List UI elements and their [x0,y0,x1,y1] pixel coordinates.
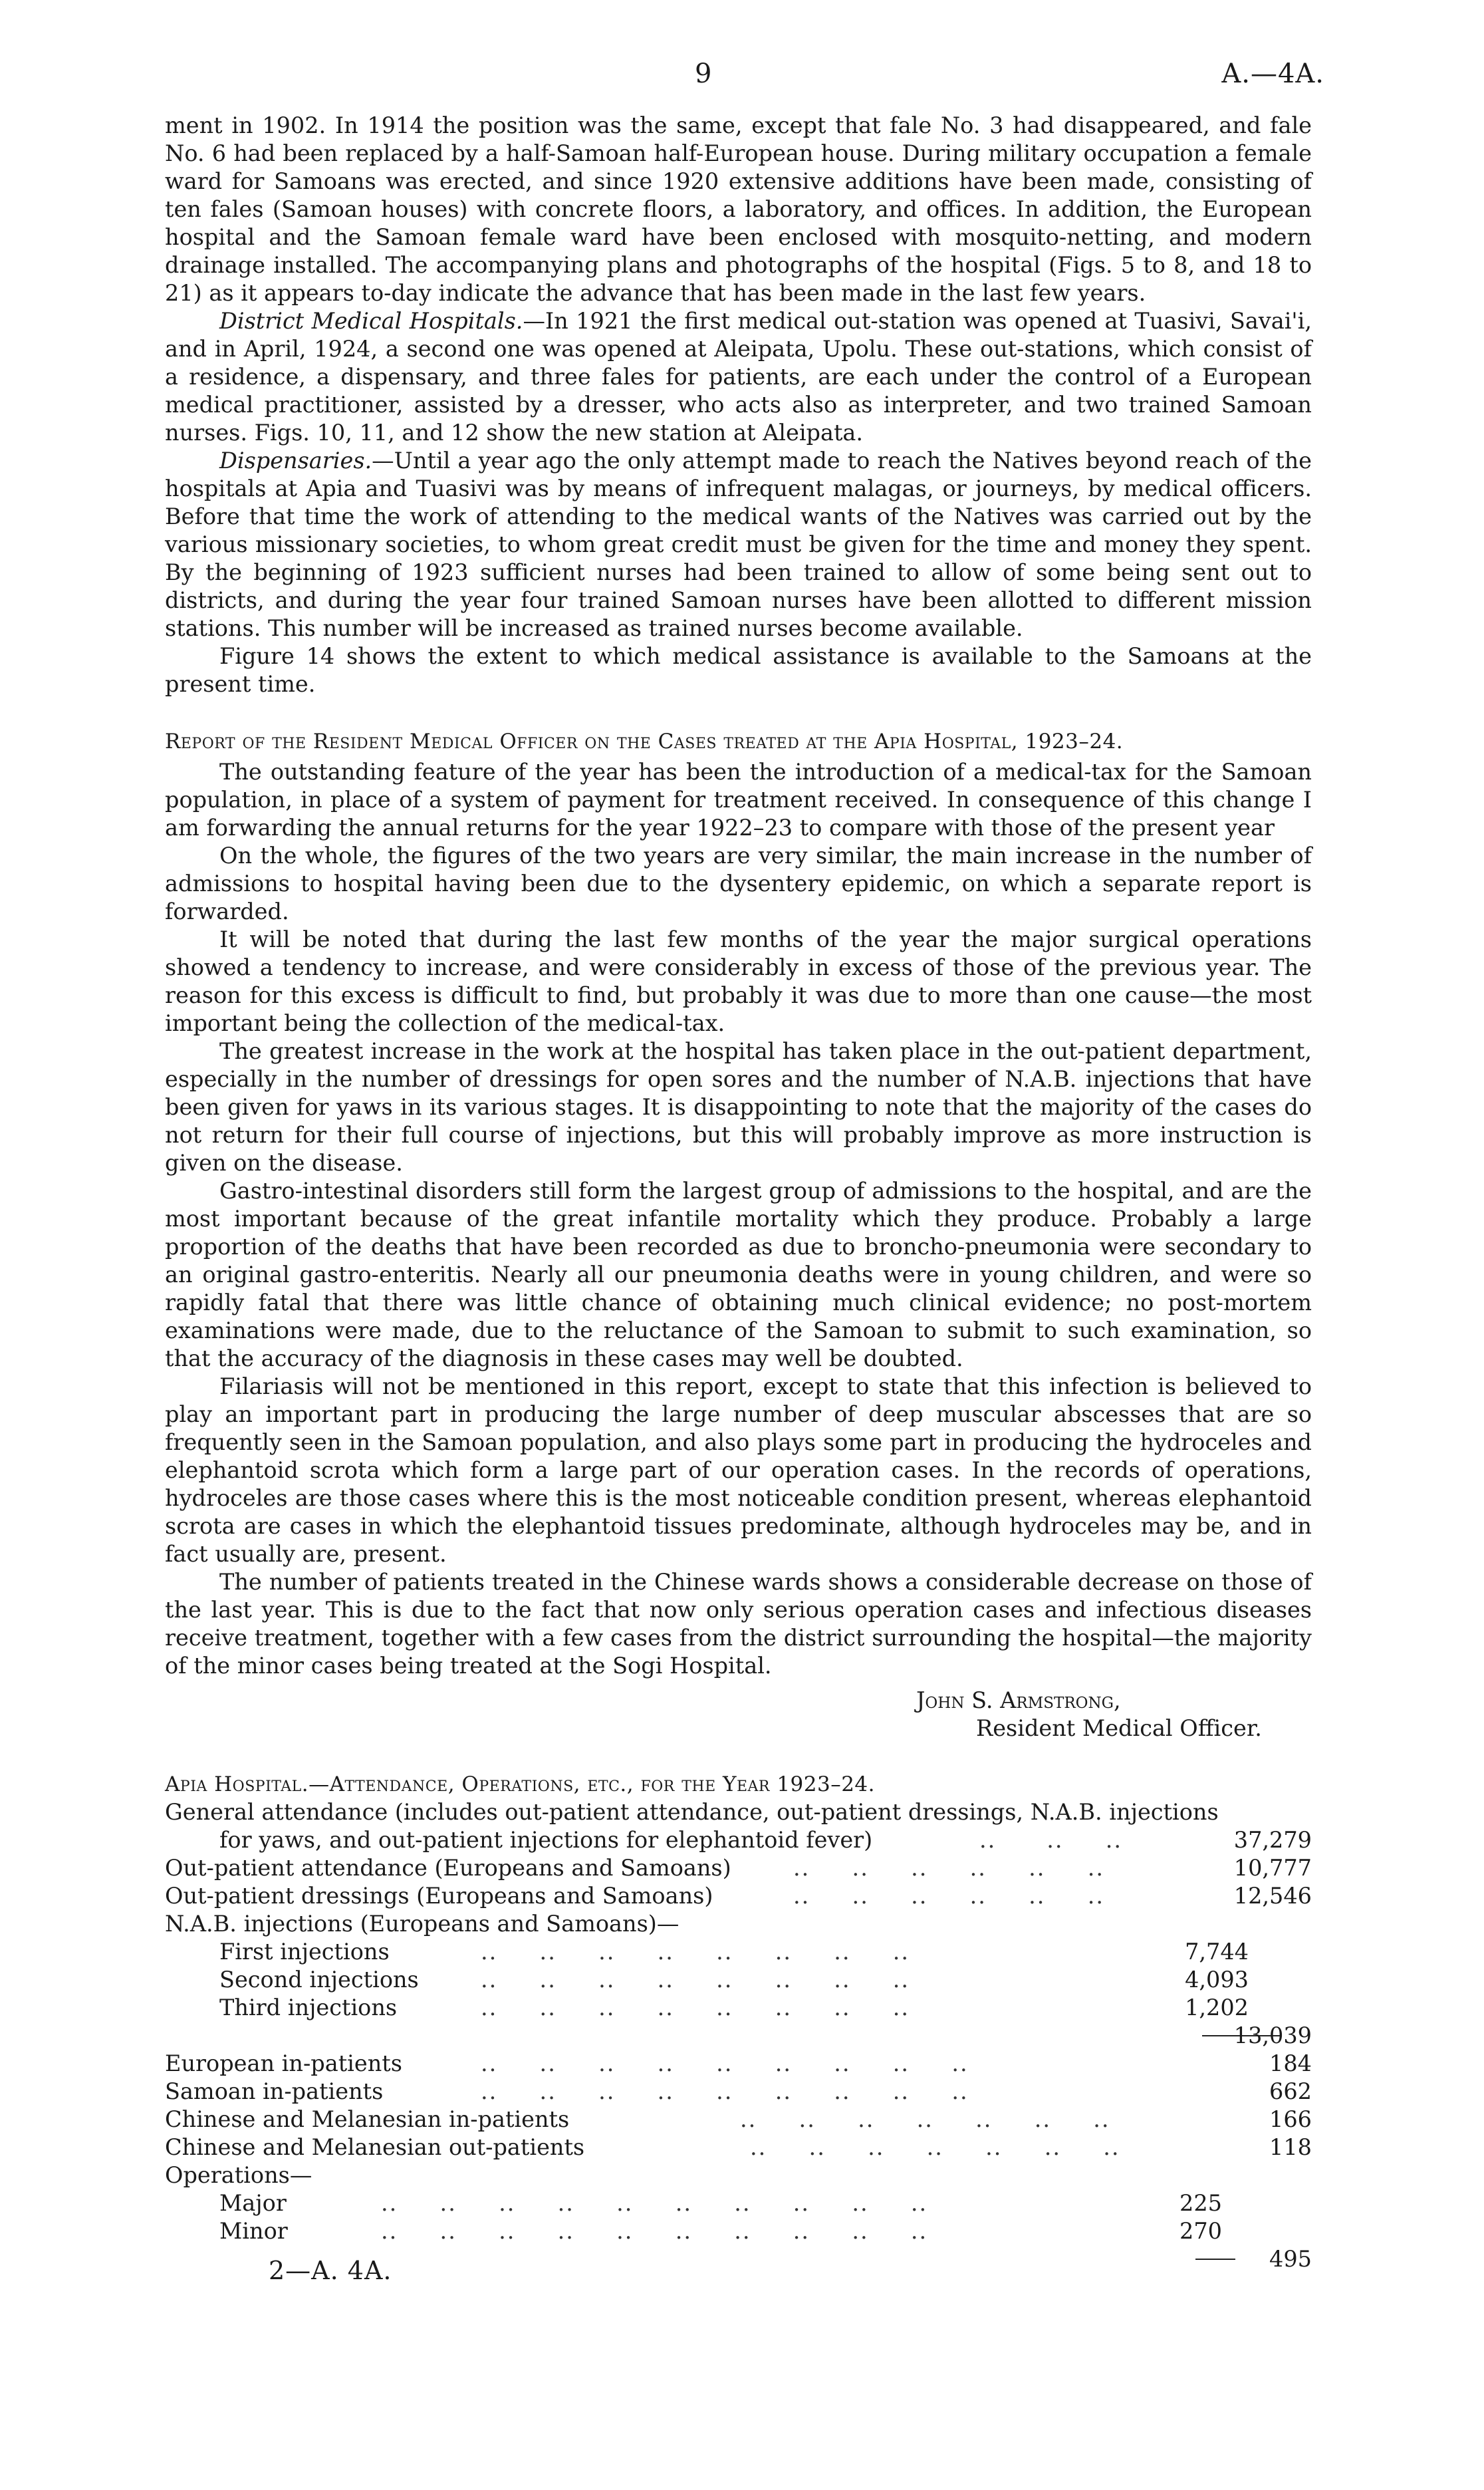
table-row [165,2189,1312,2217]
row-value: 1,202 [1185,1995,1249,2020]
table-row [165,2217,1312,2245]
table-row [165,2050,1312,2078]
figure-14-paragraph: Figure 14 shows the extent to which medical assistance is available to the Samoans at the present time. [165,643,1312,697]
row-value: 270 [1179,2218,1222,2244]
paragraph-lead: District Medical Hospitals. [219,308,523,334]
row-value: 7,744 [1185,1939,1249,1965]
paragraph-lead: Dispensaries. [219,448,372,474]
signature-block [916,1687,1312,1742]
row-label: Chinese and Melanesian out-patients [165,2134,585,2160]
leader-dots: .. .. .. .. .. .. .. [750,2134,1120,2160]
signature-name: John S. Armstrong, [916,1687,1121,1713]
district-hospitals-paragraph: District Medical Hospitals.—In 1921 the first medical out-station was opened at Tuasivi, Savai'i, and in April, 1924, a second one was opened at Aleipata, Upolu. These out-stations, which consist of a residence, a dispensary, and three fales for patients, are each under the control of a European medical practitioner, assisted by a dresser, who acts also as interpreter, and two trained Samoan nurses. Figs. 10, 11, and 12 show the new station at Aleipata. [165,308,1312,446]
report-paragraph: It will be noted that during the last few months of the year the major surgical operations showed a tendency to increase, and were considerably in excess of those of the previous year. The reason for this excess is difficult to find, but probably it was due to more than one cause—the most important being the collection of the medical-tax. [165,926,1312,1036]
table-row [165,1826,1312,1854]
row-value: 13,039 [1233,2022,1312,2048]
row-label: Out-patient attendance (Europeans and Samoans) [165,1855,731,1881]
report-paragraph: The greatest increase in the work at the hospital has taken place in the out-patient department, especially in the number of dressings for open sores and the number of N.A.B. injections that have been given for yaws in its various stages. It is disappointing to note that the majority of the cases do not return for their full course of injections, but this will probably improve as more instruction is given on the disease. [165,1038,1312,1176]
row-value: 10,777 [1233,1855,1312,1881]
dispensaries-paragraph: Dispensaries.—Until a year ago the only attempt made to reach the Natives beyond reach of the hospitals at Apia and Tuasivi was by means of infrequent malagas, or journeys, by medical officers. Before that time the work of attending to the medical wants of the Natives was carried out by the various missionary societies, to whom great credit must be given for the time and money they spent. By the beginning of 1923 sufficient nurses had been trained to allow of some being sent out to districts, and during the year four trained Samoan nurses have been allotted to different mission stations. This number will be increased as trained nurses become available. [165,448,1312,641]
table-row [165,1938,1312,1966]
row-value: 166 [1269,2106,1312,2132]
row-label: First injections [219,1939,390,1965]
report-paragraph: The number of patients treated in the Chinese wards shows a considerable decrease on those of the last year. This is due to the fact that now only serious operation cases and infectious diseases receive treatment, together with a few cases from the district surrounding the hospital—the majority of the minor cases being treated at the Sogi Hospital. [165,1569,1312,1679]
document-reference: A.—4A. [1221,59,1324,89]
row-value: 495 [1269,2246,1312,2272]
table-row [165,2134,1312,2161]
table-row [165,1994,1312,2022]
row-value: 225 [1179,2190,1222,2216]
row-label: Third injections [219,1995,398,2020]
row-label: Operations— [165,2162,312,2188]
leader-dots: .. .. .. [979,1827,1123,1853]
row-label: Second injections [219,1967,419,1993]
leader-dots: .. .. .. .. .. .. .. .. .. [481,2078,969,2104]
document-body [165,112,1312,2273]
row-label: European in-patients [165,2050,402,2076]
table-row [165,2106,1312,2134]
leader-dots: .. .. .. .. .. .. .. .. [481,1967,910,1993]
leader-dots: .. .. .. .. .. .. .. [740,2106,1110,2132]
table-row [165,1882,1312,1910]
row-value: 12,546 [1233,1883,1312,1909]
row-label: N.A.B. injections (Europeans and Samoans)— [165,1911,680,1937]
page-number: 9 [695,59,712,89]
leader-dots: .. .. .. .. .. .. .. .. [481,1995,910,2020]
leader-dots: .. .. .. .. .. .. [793,1855,1105,1881]
row-label: General attendance (includes out-patient attendance, out-patient dressings, N.A.B. injections [165,1799,1219,1825]
leader-dots: .. .. .. .. .. .. .. .. [481,1939,910,1965]
row-value: 662 [1269,2078,1312,2104]
table-row [165,2078,1312,2106]
attendance-table [165,1798,1312,2273]
leader-dots: .. .. .. .. .. .. .. .. .. [481,2050,969,2076]
report-paragraph: Gastro-intestinal disorders still form the largest group of admissions to the hospital, and are the most important because of the great infantile mortality which they produce. Probably a large proportion of the deaths that have been recorded as due to broncho-pneumonia were secondary to an original gastro-enteritis. Nearly all our pneumonia deaths were in young children, and were so rapidly fatal that there was little chance of obtaining much clinical evidence; no post-mortem examinations were made, due to the reluctance of the Samoan to submit to such examination, so that the accuracy of the diagnosis in these cases may well be doubted. [165,1178,1312,1371]
leader-dots: .. .. .. .. .. .. .. .. .. .. [381,2218,928,2244]
row-label: Out-patient dressings (Europeans and Samoans) [165,1883,713,1909]
table-row [165,1798,1312,1826]
table-row [165,2161,1312,2189]
row-label: Minor [219,2218,288,2244]
signature-title: Resident Medical Officer. [976,1715,1262,1741]
table-row [165,2022,1312,2050]
report-heading: Report of the Resident Medical Officer on the Cases treated at the Apia Hospital, 1923–24. [165,730,1124,754]
report-paragraph: Filariasis will not be mentioned in this report, except to state that this infection is believed to play an important part in producing the large number of deep muscular abscesses that are so frequently seen in the Samoan population, and also plays some part in producing the hydroceles and elephantoid scrota which form a large part of our operation cases. In the records of operations, hydroceles are those cases where this is the most noticeable condition present, whereas elephantoid scrota are cases in which the elephantoid tissues predominate, although hydroceles may be, and in fact usually are, present. [165,1373,1312,1567]
report-paragraph: On the whole, the figures of the two years are very similar, the main increase in the number of admissions to hospital having been due to the dysentery epidemic, on which a separate report is forwarded. [165,843,1312,924]
leader-dots: .. .. .. .. .. .. [793,1883,1105,1909]
page-header [0,59,1484,98]
row-value: 37,279 [1233,1827,1312,1853]
table-row [165,1854,1312,1882]
row-value: 118 [1269,2134,1312,2160]
row-value: 4,093 [1185,1967,1249,1993]
intro-paragraph-1: ment in 1902. In 1914 the position was the same, except that fale No. 3 had disappeared, and fale No. 6 had been replaced by a half-Samoan half-European house. During military occupation a female ward for Samoans was erected, and since 1920 extensive additions have been made, consisting of ten fales (Samoan houses) with concrete floors, a laboratory, and offices. In addition, the European hospital and the Samoan female ward have been enclosed with mosquito-netting, and modern drainage installed. The accompanying plans and photographs of the hospital (Figs. 5 to 8, and 18 to 21) as it appears to-day indicate the advance that has been made in the last few years. [165,112,1312,306]
row-label: for yaws, and out-patient injections for elephantoid fever) [219,1827,873,1853]
row-value: 184 [1269,2050,1312,2076]
report-paragraph: The outstanding feature of the year has been the introduction of a medical-tax for the Samoan population, in place of a system of payment for treatment received. In consequence of this change I am forwarding the annual returns for the year 1922–23 to compare with those of the present year [165,759,1312,841]
table-title: Apia Hospital.—Attendance, Operations, etc., for the Year 1923–24. [165,1772,876,1796]
table-row [165,1910,1312,1938]
row-label: Samoan in-patients [165,2078,384,2104]
table-row [165,1966,1312,1994]
sheet-mark: 2—A. 4A. [269,2256,392,2285]
leader-dots: .. .. .. .. .. .. .. .. .. .. [381,2190,928,2216]
row-label: Chinese and Melanesian in-patients [165,2106,570,2132]
row-label: Major [219,2190,287,2216]
